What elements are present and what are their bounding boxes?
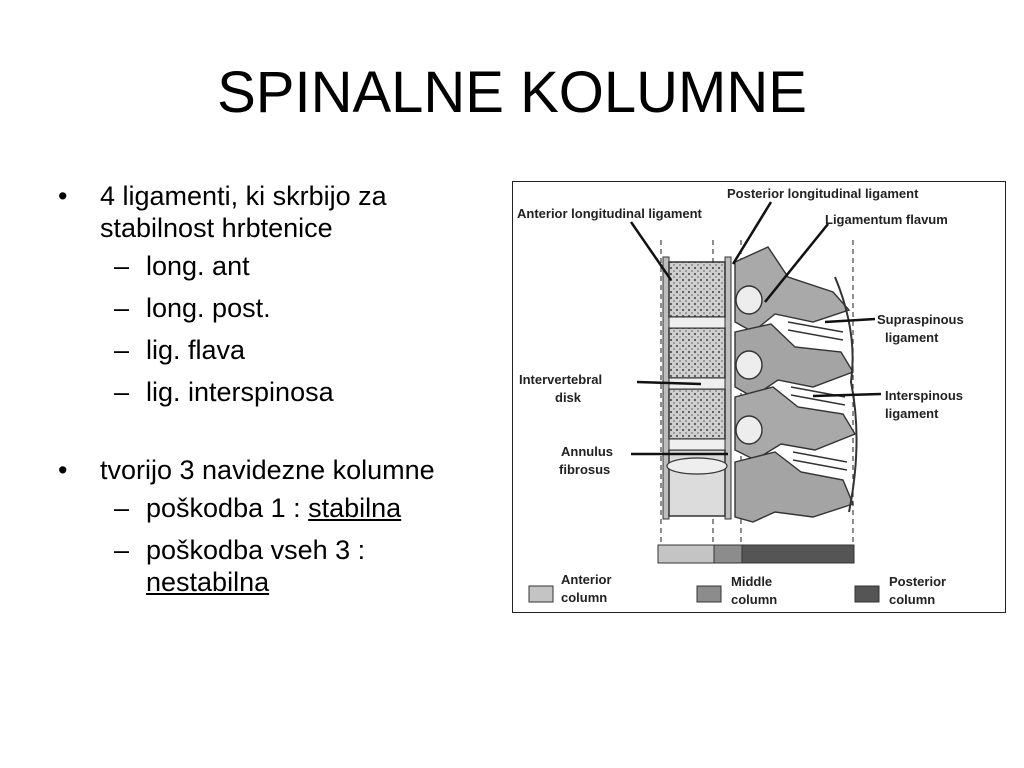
- sub-item-text: long. post.: [146, 293, 271, 323]
- posterior-column-bar: [742, 545, 854, 563]
- label-ligamentum-flavum: Ligamentum flavum: [825, 212, 948, 227]
- label-interspinous-2: ligament: [885, 406, 939, 421]
- vertebral-body: [669, 328, 725, 378]
- sub-item: – lig. flava: [114, 335, 246, 365]
- middle-column-bar: [714, 545, 742, 563]
- label-posterior-longitudinal: Posterior longitudinal ligament: [727, 186, 919, 201]
- sub-item: – long. ant: [114, 251, 250, 281]
- legend-swatch-middle: [697, 586, 721, 602]
- vertebral-body: [669, 389, 725, 439]
- bullet-text: 4 ligamenti, ki skrbijo za stabilnost hrbtenice: [100, 181, 387, 243]
- legend: [529, 572, 946, 607]
- legend-middle-1: Middle: [731, 574, 773, 589]
- sub-item: – lig. interspinosa: [114, 377, 334, 407]
- sub-item: – poškodba vseh 3 : nestabilna: [114, 534, 488, 598]
- legend-anterior-1: Anterior: [561, 572, 612, 587]
- label-interspinous-1: Interspinous: [885, 388, 964, 403]
- legend-anterior-2: column: [561, 590, 608, 605]
- legend-swatch-anterior: [529, 586, 553, 602]
- spine-diagram-svg: [513, 182, 1005, 612]
- legend-swatch-posterior: [855, 586, 879, 602]
- bullet-item: • 4 ligamenti, ki skrbijo za stabilnost hrbtenice: [58, 180, 488, 244]
- anterior-ligament-strip: [663, 257, 669, 519]
- legend-middle-2: column: [731, 592, 778, 607]
- label-annulus-2: fibrosus: [559, 462, 611, 477]
- intervertebral-disk: [669, 439, 725, 450]
- sub-item-text: poškodba 1 : stabilna: [146, 493, 402, 523]
- sub-item-text: lig. flava: [146, 335, 246, 365]
- bullet-item: • tvorijo 3 navidezne kolumne: [58, 455, 435, 485]
- bullet-text: tvorijo 3 navidezne kolumne: [100, 455, 435, 485]
- label-annulus-1: Annulus: [561, 444, 613, 459]
- sub-item: – long. post.: [114, 293, 271, 323]
- label-supraspinous-1: Supraspinous: [877, 312, 964, 327]
- sub-item-text: lig. interspinosa: [146, 377, 334, 407]
- spine-ligament-diagram: [512, 181, 1006, 613]
- posterior-ligament-strip: [725, 257, 731, 519]
- legend-posterior-1: Posterior: [889, 574, 947, 589]
- legend-posterior-2: column: [889, 592, 936, 607]
- slide-title: SPINALNE KOLUMNE: [217, 60, 807, 125]
- anterior-column-bar: [658, 545, 714, 563]
- emphasis-text: stabilna: [308, 493, 402, 523]
- emphasis-text: nestabilna: [146, 567, 270, 597]
- label-intervertebral-2: disk: [555, 390, 582, 405]
- label-supraspinous-2: ligament: [885, 330, 939, 345]
- intervertebral-disk: [669, 317, 725, 328]
- posterior-elements: [735, 247, 857, 522]
- vertebral-body: [669, 262, 725, 317]
- label-anterior-longitudinal: Anterior longitudinal ligament: [517, 206, 702, 221]
- label-intervertebral-1: Intervertebral: [519, 372, 603, 387]
- sub-item: – poškodba 1 : stabilna: [114, 493, 402, 523]
- bullet-list: [58, 180, 488, 608]
- sub-item-text: poškodba vseh 3 : nestabilna: [146, 535, 366, 597]
- sub-item-text: long. ant: [146, 251, 250, 281]
